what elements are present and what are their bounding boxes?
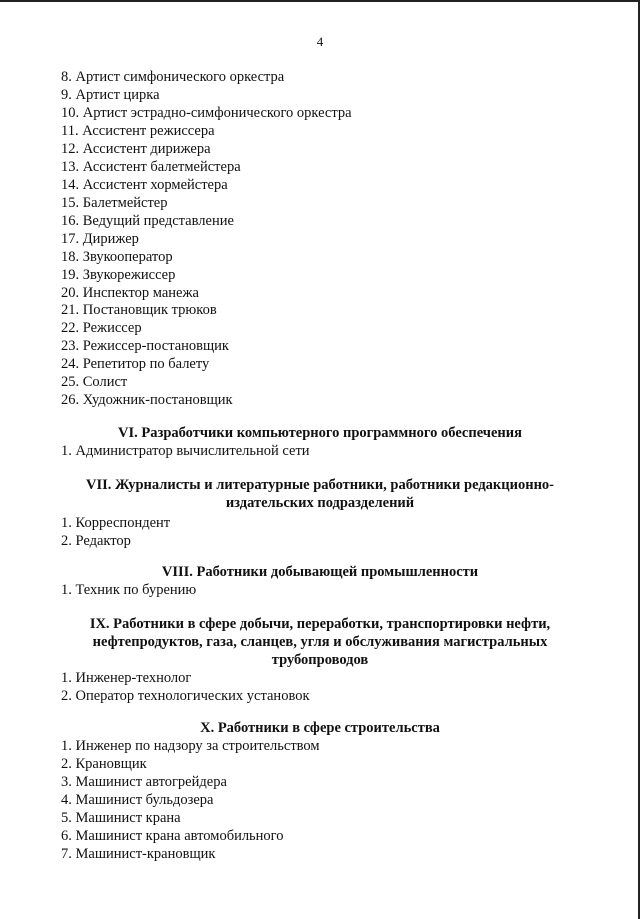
list-item: 22. Режиссер: [61, 320, 142, 336]
section-heading-line: IX. Работники в сфере добычи, переработки, транспортировки нефти,: [89, 616, 551, 632]
list-item: 13. Ассистент балетмейстера: [61, 159, 241, 175]
list-item: 2. Крановщик: [61, 756, 147, 772]
list-item: 10. Артист эстрадно-симфонического оркестра: [61, 105, 352, 121]
list-item: 17. Дирижер: [61, 231, 139, 247]
list-item: 25. Солист: [61, 374, 128, 390]
section-heading-vi: [40, 424, 600, 442]
list-item: 6. Машинист крана автомобильного: [61, 828, 284, 844]
list-item: 3. Машинист автогрейдера: [61, 774, 227, 790]
scan-edge-top: [0, 0, 640, 2]
section-heading-vii: [40, 476, 600, 512]
section-heading-line: VI. Разработчики компьютерного программного обеспечения: [118, 425, 522, 441]
page-number: 4: [316, 34, 324, 49]
list-item: 23. Режиссер-постановщик: [61, 338, 229, 354]
list-item: 1. Инженер-технолог: [61, 670, 192, 686]
list-item: 4. Машинист бульдозера: [61, 792, 214, 808]
list-item: 16. Ведущий представление: [61, 213, 234, 229]
list-item: 15. Балетмейстер: [61, 195, 168, 211]
list-item: 7. Машинист-крановщик: [61, 846, 216, 862]
list-item: 24. Репетитор по балету: [61, 356, 210, 372]
list-item: 26. Художник-постановщик: [61, 392, 233, 408]
section-heading-line: издательских подразделений: [225, 495, 415, 511]
list-item: 18. Звукооператор: [61, 249, 173, 265]
section-heading-line: нефтепродуктов, газа, сланцев, угля и обслуживания магистральных: [92, 634, 548, 650]
list-item: 20. Инспектор манежа: [61, 285, 199, 301]
list-item: 2. Редактор: [61, 533, 131, 549]
section-heading-line: трубопроводов: [271, 652, 369, 668]
list-item: 9. Артист цирка: [61, 87, 160, 103]
list-item: 1. Техник по бурению: [61, 582, 197, 598]
list-item: 2. Оператор технологических установок: [61, 688, 310, 704]
list-item: 5. Машинист крана: [61, 810, 181, 826]
section-heading-line: X. Работники в сфере строительства: [200, 720, 440, 736]
list-item: 8. Артист симфонического оркестра: [61, 69, 285, 85]
section-heading-line: VII. Журналисты и литературные работники, работники редакционно-: [85, 477, 555, 493]
section-heading-x: [40, 719, 600, 737]
list-item: 1. Администратор вычислительной сети: [61, 443, 310, 459]
list-item: 14. Ассистент хормейстера: [61, 177, 228, 193]
list-item: 19. Звукорежиссер: [61, 267, 176, 283]
section-heading-ix: [40, 615, 600, 669]
list-item: 11. Ассистент режиссера: [61, 123, 215, 139]
list-item: 1. Инженер по надзору за строительством: [61, 738, 320, 754]
list-item: 1. Корреспондент: [61, 515, 171, 531]
list-item: 12. Ассистент дирижера: [61, 141, 211, 157]
section-heading-viii: [40, 563, 600, 581]
section-heading-line: VIII. Работники добывающей промышленности: [161, 564, 479, 580]
list-item: 21. Постановщик трюков: [61, 302, 217, 318]
